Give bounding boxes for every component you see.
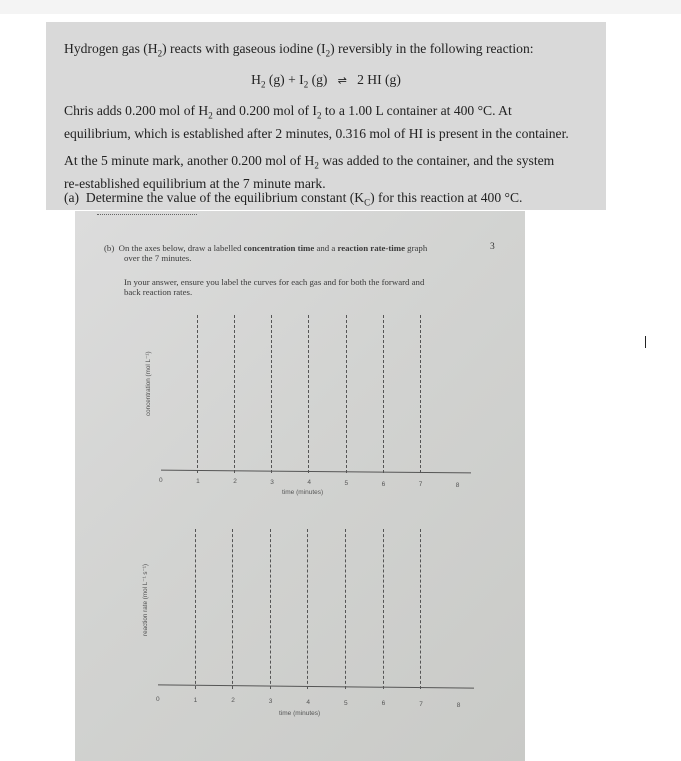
gridline-4 bbox=[307, 529, 308, 689]
tick-label-5: 5 bbox=[344, 480, 349, 487]
equilibrium-arrow-icon: ⇌ bbox=[337, 74, 347, 87]
tick-label-7: 7 bbox=[418, 481, 423, 489]
tick-label-4: 4 bbox=[307, 479, 312, 487]
part-b-question: (b) On the axes below, draw a labelled concentration time and a reaction rate-time graph over the 7 minutes. bbox=[104, 243, 428, 263]
gridline-6 bbox=[383, 529, 384, 689]
graph2-xlabel: time (minutes) bbox=[279, 710, 321, 717]
tick-label-0: 0 bbox=[156, 696, 160, 703]
worksheet-photo bbox=[75, 211, 525, 761]
gridline-3 bbox=[270, 529, 271, 689]
marks-value: 3 bbox=[490, 242, 495, 252]
graph1-ylabel: concentration (mol L⁻¹) bbox=[145, 351, 152, 416]
part-a-question: (a) Determine the value of the equilibrium constant $(K_C)$ for this reaction at 400 °C. bbox=[64, 190, 523, 208]
tick-label-6: 6 bbox=[381, 700, 386, 708]
graph2-x-axis bbox=[158, 684, 474, 688]
gridline-7 bbox=[420, 529, 421, 689]
tick-label-1: 1 bbox=[196, 477, 200, 485]
reaction-rate-time-graph[interactable] bbox=[75, 211, 525, 761]
tick-label-0: 0 bbox=[159, 477, 163, 484]
tick-label-5: 5 bbox=[344, 699, 348, 707]
tick-label-3: 3 bbox=[270, 478, 274, 486]
graph2-ylabel: reaction rate (mol L⁻¹ s⁻¹) bbox=[142, 563, 149, 636]
gridline-1 bbox=[195, 529, 196, 689]
tick-label-7: 7 bbox=[419, 700, 423, 708]
gridline-2 bbox=[232, 529, 233, 689]
graph1-xlabel: time (minutes) bbox=[282, 489, 324, 496]
tick-label-2: 2 bbox=[231, 697, 235, 705]
reaction-equation: $H_2$ $(g) + I_2$ (g) ⇌ 2 HI (g) bbox=[251, 72, 401, 90]
paragraph-1: Chris adds 0.200 mol of $H_2$ and 0.200 mol of $I_2$ to a 1.00 L container at 400 °C. At equilibrium, which is established after 2 minutes, 0.316 mol of HI is present in the container. bbox=[64, 103, 569, 141]
question-panel bbox=[46, 22, 606, 210]
top-strip bbox=[0, 0, 681, 14]
instruction-text: In your answer, ensure you label the curves for each gas and for both the forward and back reaction rates. bbox=[124, 277, 425, 297]
tick-label-3: 3 bbox=[268, 698, 273, 706]
tick-label-4: 4 bbox=[306, 698, 311, 706]
tick-label-8: 8 bbox=[456, 701, 461, 709]
gridline-5 bbox=[345, 529, 346, 689]
tick-label-8: 8 bbox=[455, 481, 460, 489]
tick-label-2: 2 bbox=[233, 478, 237, 486]
text-cursor bbox=[645, 336, 646, 348]
paragraph-2: At the 5 minute mark, another 0.200 mol of $H_2$ was added to the container, and the system re-established equilibrium at the 7 minute mark. bbox=[64, 153, 555, 191]
intro-text: Hydrogen gas $(H_2)$ reacts with gaseous iodine $(I_2)$ reversibly in the following reaction: bbox=[64, 41, 534, 59]
tick-label-1: 1 bbox=[193, 696, 198, 704]
tick-label-6: 6 bbox=[381, 480, 386, 488]
